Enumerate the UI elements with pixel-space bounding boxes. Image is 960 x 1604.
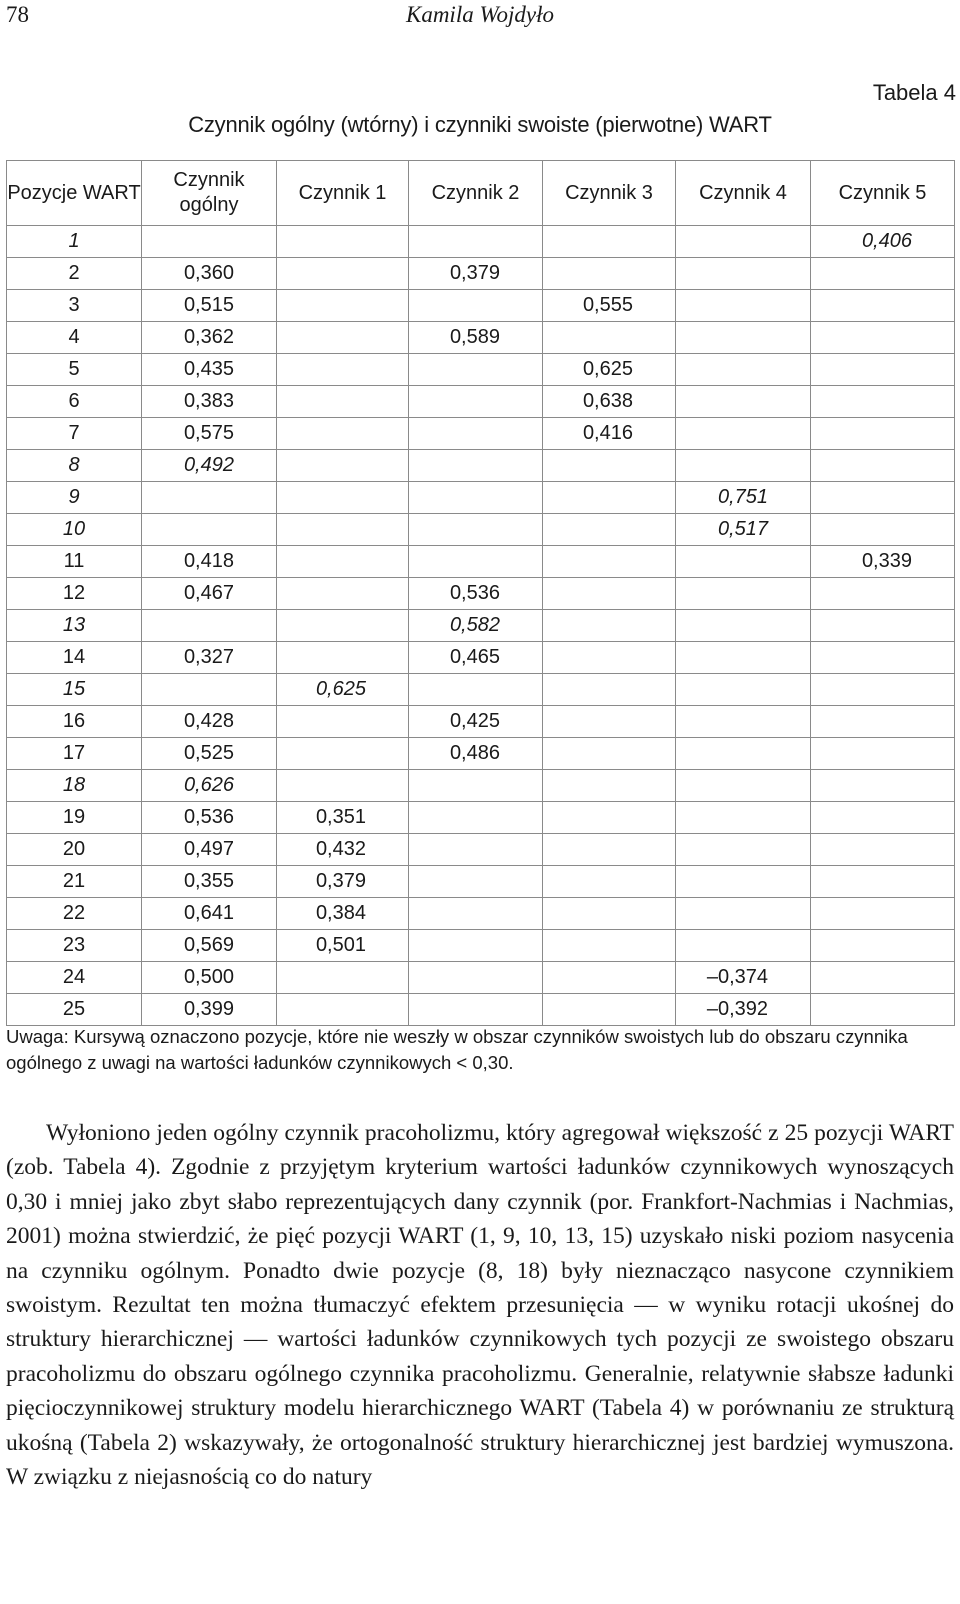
- loading-cell: 0,536: [142, 802, 277, 834]
- table-title: Czynnik ogólny (wtórny) i czynniki swoiste (pierwotne) WART: [188, 112, 772, 137]
- loading-cell: [543, 866, 676, 898]
- loading-cell: [543, 610, 676, 642]
- factor-loadings-table: [6, 160, 955, 1026]
- loading-cell: [811, 386, 955, 418]
- item-number-cell: 9: [7, 482, 142, 514]
- table-row: [7, 866, 955, 898]
- loading-cell: 0,355: [142, 866, 277, 898]
- loading-cell: [543, 770, 676, 802]
- loading-cell: 0,416: [543, 418, 676, 450]
- loading-cell: [277, 738, 409, 770]
- loading-cell: [409, 866, 543, 898]
- loading-cell: [811, 738, 955, 770]
- loading-cell: [543, 546, 676, 578]
- loading-cell: [543, 578, 676, 610]
- loading-cell: [409, 514, 543, 546]
- loading-cell: 0,486: [409, 738, 543, 770]
- loading-cell: –0,374: [676, 962, 811, 994]
- loading-cell: [676, 418, 811, 450]
- loading-cell: 0,525: [142, 738, 277, 770]
- table-row: [7, 482, 955, 514]
- loading-cell: [277, 258, 409, 290]
- loading-cell: 0,428: [142, 706, 277, 738]
- loading-cell: [277, 642, 409, 674]
- loading-cell: [543, 994, 676, 1026]
- item-number-cell: 25: [7, 994, 142, 1026]
- loading-cell: [277, 482, 409, 514]
- item-number-cell: 23: [7, 930, 142, 962]
- loading-cell: [277, 578, 409, 610]
- loading-cell: [811, 354, 955, 386]
- table-row: [7, 802, 955, 834]
- column-header: Czynnik 2: [409, 161, 543, 226]
- loading-cell: [811, 802, 955, 834]
- loading-cell: [811, 482, 955, 514]
- loading-cell: 0,467: [142, 578, 277, 610]
- table-row: [7, 226, 955, 258]
- loading-cell: [811, 866, 955, 898]
- loading-cell: [277, 290, 409, 322]
- loading-cell: [409, 834, 543, 866]
- loading-cell: 0,379: [409, 258, 543, 290]
- loading-cell: [277, 386, 409, 418]
- item-number-cell: 10: [7, 514, 142, 546]
- item-number-cell: 14: [7, 642, 142, 674]
- loading-cell: [277, 354, 409, 386]
- table-row: [7, 962, 955, 994]
- loading-cell: [811, 610, 955, 642]
- table-note: Uwaga: Kursywą oznaczono pozycje, które nie weszły w obszar czynników swoistych lub do obszaru czynnika ogólnego z uwagi na wartości ładunków czynnikowych < 0,30.: [6, 1026, 908, 1073]
- loading-cell: 0,362: [142, 322, 277, 354]
- body-text: [6, 1116, 954, 1494]
- loading-cell: 0,418: [142, 546, 277, 578]
- loading-cell: 0,339: [811, 546, 955, 578]
- loading-cell: [142, 610, 277, 642]
- loading-cell: 0,492: [142, 450, 277, 482]
- loading-cell: [676, 770, 811, 802]
- table-row: [7, 450, 955, 482]
- loading-cell: 0,406: [811, 226, 955, 258]
- item-number-cell: 18: [7, 770, 142, 802]
- item-number-cell: 20: [7, 834, 142, 866]
- column-header: Czynnik 3: [543, 161, 676, 226]
- item-number-cell: 8: [7, 450, 142, 482]
- loading-cell: [543, 930, 676, 962]
- loading-cell: [676, 386, 811, 418]
- loading-cell: [676, 258, 811, 290]
- table-row: [7, 418, 955, 450]
- loading-cell: [811, 450, 955, 482]
- loading-cell: [811, 706, 955, 738]
- loading-cell: [676, 674, 811, 706]
- table-row: [7, 642, 955, 674]
- item-number-cell: 1: [7, 226, 142, 258]
- table-row: [7, 322, 955, 354]
- loading-cell: 0,626: [142, 770, 277, 802]
- loading-cell: [811, 514, 955, 546]
- loading-cell: [543, 706, 676, 738]
- loading-cell: [811, 770, 955, 802]
- loading-cell: [811, 898, 955, 930]
- running-header-author: Kamila Wojdyło: [405, 2, 555, 27]
- loading-cell: [676, 322, 811, 354]
- item-number-cell: 16: [7, 706, 142, 738]
- loading-cell: [277, 706, 409, 738]
- column-header: Czynnik 1: [277, 161, 409, 226]
- loading-cell: [543, 258, 676, 290]
- item-number-cell: 11: [7, 546, 142, 578]
- table-row: [7, 674, 955, 706]
- loading-cell: 0,383: [142, 386, 277, 418]
- table-row: [7, 898, 955, 930]
- table-row: [7, 258, 955, 290]
- loading-cell: [676, 802, 811, 834]
- loading-cell: [811, 578, 955, 610]
- table-row: [7, 354, 955, 386]
- loading-cell: [811, 290, 955, 322]
- loading-cell: [409, 962, 543, 994]
- table-row: [7, 514, 955, 546]
- loading-cell: [277, 610, 409, 642]
- table-row: [7, 994, 955, 1026]
- loading-cell: 0,497: [142, 834, 277, 866]
- loading-cell: 0,500: [142, 962, 277, 994]
- loading-cell: 0,625: [277, 674, 409, 706]
- loading-cell: 0,327: [142, 642, 277, 674]
- loading-cell: 0,501: [277, 930, 409, 962]
- loading-cell: [142, 674, 277, 706]
- column-header: Pozycje WART: [7, 161, 142, 226]
- loading-cell: [409, 290, 543, 322]
- table-row: [7, 610, 955, 642]
- item-number-cell: 19: [7, 802, 142, 834]
- loading-cell: –0,392: [676, 994, 811, 1026]
- loading-cell: [543, 642, 676, 674]
- loading-cell: [811, 994, 955, 1026]
- loading-cell: [409, 898, 543, 930]
- loading-cell: [409, 546, 543, 578]
- table-header-row: [7, 161, 955, 226]
- loading-cell: 0,425: [409, 706, 543, 738]
- loading-cell: 0,641: [142, 898, 277, 930]
- loading-cell: 0,751: [676, 482, 811, 514]
- table-row: [7, 386, 955, 418]
- table-label: Tabela 4: [872, 80, 956, 105]
- loading-cell: [409, 418, 543, 450]
- item-number-cell: 3: [7, 290, 142, 322]
- loading-cell: 0,569: [142, 930, 277, 962]
- table-row: [7, 738, 955, 770]
- loading-cell: 0,360: [142, 258, 277, 290]
- loading-cell: [142, 514, 277, 546]
- loading-cell: [676, 866, 811, 898]
- loading-cell: [277, 962, 409, 994]
- loading-cell: [676, 834, 811, 866]
- loading-cell: [277, 994, 409, 1026]
- loading-cell: 0,399: [142, 994, 277, 1026]
- loading-cell: 0,582: [409, 610, 543, 642]
- body-paragraph: Wyłoniono jeden ogólny czynnik pracoholizmu, który agregował większość z 25 pozycji WART (zob. Tabela 4). Zgodnie z przyjętym kryterium wartości ładunków czynnikowych wynoszących 0,30 i mniej jako zbyt słabo reprezentujących dany czynnik (por. Frankfort-Nachmias i Nachmias, 2001) można stwierdzić, że pięć pozycji WART (1, 9, 10, 13, 15) uzyskało niski poziom nasycenia na czynniku ogólnym. Ponadto dwie pozycje (8, 18) były nieznacząco nasycone czynnikiem swoistym. Rezultat ten można tłumaczyć efektem przesunięcia — w wyniku rotacji ukośnej do struktury hierarchicznej — wartości ładunków czynnikowych tych pozycji ze swoistego obszaru pracoholizmu do obszaru ogólnego czynnika pracoholizmu. Generalnie, relatywnie słabsze ładunki pięcioczynnikowej struktury modelu hierarchicznego WART (Tabela 4) w porównaniu ze strukturą ukośną (Tabela 2) wskazywały, że ortogonalność struktury hierarchicznej jest bardziej wymuszona. W związku z niejasnością co do natury: [6, 1120, 954, 1491]
- loading-cell: [409, 482, 543, 514]
- loading-cell: [277, 322, 409, 354]
- loading-cell: 0,536: [409, 578, 543, 610]
- loading-cell: [409, 930, 543, 962]
- column-header: Czynnik ogólny: [142, 161, 277, 226]
- page-number: 78: [6, 2, 29, 27]
- loading-cell: [409, 674, 543, 706]
- loading-cell: [676, 738, 811, 770]
- table-row: [7, 706, 955, 738]
- loading-cell: [409, 450, 543, 482]
- loading-cell: [811, 834, 955, 866]
- loading-cell: 0,625: [543, 354, 676, 386]
- item-number-cell: 5: [7, 354, 142, 386]
- item-number-cell: 6: [7, 386, 142, 418]
- loading-cell: 0,517: [676, 514, 811, 546]
- loading-cell: [676, 898, 811, 930]
- loading-cell: [676, 450, 811, 482]
- loading-cell: [811, 418, 955, 450]
- loading-cell: [676, 578, 811, 610]
- table-row: [7, 770, 955, 802]
- item-number-cell: 2: [7, 258, 142, 290]
- loading-cell: [543, 802, 676, 834]
- column-header: Czynnik 5: [811, 161, 955, 226]
- loading-cell: [811, 674, 955, 706]
- loading-cell: 0,555: [543, 290, 676, 322]
- loading-cell: [676, 610, 811, 642]
- loading-cell: 0,515: [142, 290, 277, 322]
- column-header: Czynnik 4: [676, 161, 811, 226]
- loading-cell: [543, 962, 676, 994]
- loading-cell: [409, 994, 543, 1026]
- loading-cell: [543, 514, 676, 546]
- loading-cell: 0,435: [142, 354, 277, 386]
- loading-cell: [409, 802, 543, 834]
- item-number-cell: 22: [7, 898, 142, 930]
- loading-cell: [543, 482, 676, 514]
- loading-cell: [409, 226, 543, 258]
- loading-cell: [811, 642, 955, 674]
- table-row: [7, 290, 955, 322]
- loading-cell: 0,638: [543, 386, 676, 418]
- loading-cell: [811, 930, 955, 962]
- loading-cell: [543, 322, 676, 354]
- item-number-cell: 21: [7, 866, 142, 898]
- loading-cell: [676, 706, 811, 738]
- item-number-cell: 7: [7, 418, 142, 450]
- item-number-cell: 12: [7, 578, 142, 610]
- item-number-cell: 24: [7, 962, 142, 994]
- loading-cell: 0,465: [409, 642, 543, 674]
- table-row: [7, 834, 955, 866]
- loading-cell: 0,384: [277, 898, 409, 930]
- loading-cell: 0,589: [409, 322, 543, 354]
- loading-cell: [277, 546, 409, 578]
- loading-cell: [676, 546, 811, 578]
- loading-cell: [543, 738, 676, 770]
- loading-cell: [543, 674, 676, 706]
- item-number-cell: 17: [7, 738, 142, 770]
- loading-cell: [277, 770, 409, 802]
- loading-cell: [543, 226, 676, 258]
- loading-cell: [811, 258, 955, 290]
- loading-cell: 0,575: [142, 418, 277, 450]
- loading-cell: [543, 834, 676, 866]
- loading-cell: 0,432: [277, 834, 409, 866]
- loading-cell: [811, 962, 955, 994]
- loading-cell: [676, 642, 811, 674]
- loading-cell: [409, 770, 543, 802]
- loading-cell: [543, 450, 676, 482]
- loading-cell: [811, 322, 955, 354]
- loading-cell: [409, 354, 543, 386]
- loading-cell: [543, 898, 676, 930]
- loading-cell: 0,351: [277, 802, 409, 834]
- loading-cell: [277, 514, 409, 546]
- table-row: [7, 578, 955, 610]
- loading-cell: 0,379: [277, 866, 409, 898]
- item-number-cell: 15: [7, 674, 142, 706]
- item-number-cell: 13: [7, 610, 142, 642]
- table-row: [7, 930, 955, 962]
- loading-cell: [277, 418, 409, 450]
- loading-cell: [277, 450, 409, 482]
- loading-cell: [277, 226, 409, 258]
- loading-cell: [676, 354, 811, 386]
- item-number-cell: 4: [7, 322, 142, 354]
- loading-cell: [409, 386, 543, 418]
- loading-cell: [142, 226, 277, 258]
- loading-cell: [676, 930, 811, 962]
- loading-cell: [676, 226, 811, 258]
- table-row: [7, 546, 955, 578]
- loading-cell: [142, 482, 277, 514]
- loading-cell: [676, 290, 811, 322]
